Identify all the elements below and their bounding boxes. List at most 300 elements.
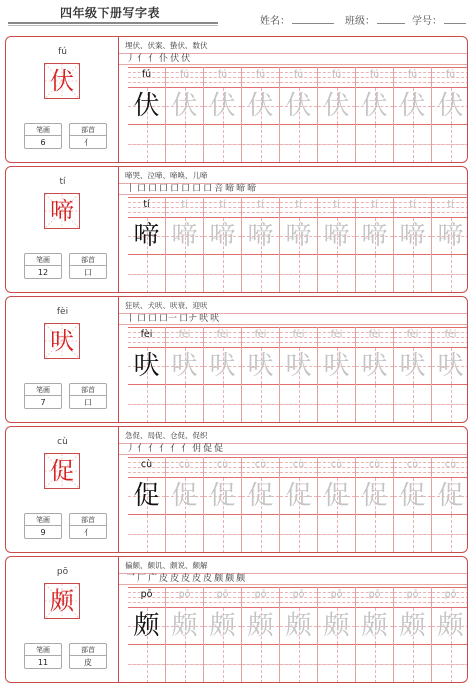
practice-cell[interactable] <box>166 327 204 423</box>
practice-pinyin: tí <box>257 199 264 210</box>
blank-writing-box[interactable] <box>166 125 203 163</box>
blank-writing-box[interactable] <box>394 255 431 293</box>
practice-cell[interactable] <box>128 197 166 293</box>
stroke-count-value: 11 <box>37 658 49 667</box>
practice-cell[interactable] <box>166 587 204 683</box>
practice-cell[interactable] <box>242 457 280 553</box>
radical-label: 部首 <box>70 124 106 136</box>
practice-pinyin: pō <box>406 589 419 600</box>
stroke-step: 皮 <box>181 574 191 584</box>
blank-writing-box[interactable] <box>242 255 279 293</box>
writing-box[interactable] <box>204 217 241 255</box>
stroke-step: 广 <box>148 574 158 584</box>
class-label: 班级： <box>345 16 375 27</box>
blank-writing-box[interactable] <box>280 385 317 423</box>
writing-box[interactable] <box>280 217 317 255</box>
blank-writing-box[interactable] <box>432 645 468 683</box>
writing-box[interactable] <box>242 347 279 385</box>
trace-character: 吠 <box>399 351 426 381</box>
trace-character: 促 <box>209 481 236 511</box>
radical-value: 口 <box>84 268 92 277</box>
writing-box[interactable] <box>280 607 317 645</box>
stroke-step: 乛 <box>126 574 136 584</box>
writing-box[interactable] <box>394 607 431 645</box>
trace-character: 伏 <box>399 91 426 121</box>
trace-character: 促 <box>437 481 464 511</box>
stroke-count-box <box>24 123 62 149</box>
stroke-step: 颇 <box>214 574 224 584</box>
page-title: 四年级下册写字表 <box>60 6 161 20</box>
name-blank[interactable] <box>292 14 334 24</box>
trace-character: 吠 <box>437 351 464 381</box>
blank-writing-box[interactable] <box>318 125 355 163</box>
trace-character: 促 <box>285 481 312 511</box>
practice-grid[interactable] <box>128 457 468 553</box>
writing-box[interactable] <box>242 87 279 125</box>
trace-character: 伏 <box>437 91 464 121</box>
character-pinyin: pō <box>56 567 69 577</box>
blank-writing-box[interactable] <box>318 255 355 293</box>
practice-cell[interactable] <box>204 67 242 163</box>
stroke-step: 亻 <box>170 444 180 454</box>
radical-label: 部首 <box>70 254 106 266</box>
trace-character: 颇 <box>437 611 464 641</box>
blank-writing-box[interactable] <box>280 515 317 553</box>
practice-pinyin: fèi <box>216 329 229 340</box>
blank-writing-box[interactable] <box>318 515 355 553</box>
character-info-panel <box>6 37 119 162</box>
stroke-order-row <box>119 443 468 455</box>
trace-character: 吠 <box>285 351 312 381</box>
practice-grid[interactable] <box>128 327 468 423</box>
practice-cell[interactable] <box>280 327 318 423</box>
stroke-step: 亻 <box>148 444 158 454</box>
practice-cell[interactable] <box>356 457 394 553</box>
blank-writing-box[interactable] <box>128 125 165 163</box>
writing-box[interactable] <box>128 607 165 645</box>
radical-box <box>69 383 107 409</box>
practice-cell[interactable] <box>166 457 204 553</box>
practice-cell[interactable] <box>166 67 204 163</box>
practice-cell[interactable] <box>128 67 166 163</box>
title-underline-thin <box>8 25 218 26</box>
writing-box[interactable] <box>356 347 393 385</box>
model-character: 吠 <box>50 327 74 355</box>
writing-box[interactable] <box>166 347 203 385</box>
writing-box[interactable] <box>204 607 241 645</box>
example-words: 狂吠、犬吠、吠衰、迎吠 <box>125 301 208 310</box>
blank-writing-box[interactable] <box>432 255 468 293</box>
stroke-step: 促 <box>214 444 224 454</box>
practice-cell[interactable] <box>356 67 394 163</box>
writing-box[interactable] <box>280 347 317 385</box>
writing-box[interactable] <box>242 607 279 645</box>
writing-box[interactable] <box>166 607 203 645</box>
stroke-step: 口 <box>170 184 180 194</box>
practice-pinyin: tí <box>219 199 226 210</box>
name-label: 姓名： <box>260 16 290 27</box>
stroke-count-label: 笔画 <box>25 514 61 526</box>
trace-character: 颇 <box>247 611 274 641</box>
stroke-step: 口 <box>148 314 158 324</box>
writing-box[interactable] <box>356 477 393 515</box>
practice-cell[interactable] <box>432 67 468 163</box>
practice-cell[interactable] <box>432 327 468 423</box>
practice-pinyin: fú <box>179 69 190 80</box>
practice-cell[interactable] <box>394 197 432 293</box>
class-field[interactable] <box>345 12 405 27</box>
blank-writing-box[interactable] <box>356 515 393 553</box>
trace-character: 促 <box>323 481 350 511</box>
practice-cell[interactable] <box>204 197 242 293</box>
trace-character: 伏 <box>323 91 350 121</box>
blank-writing-box[interactable] <box>356 125 393 163</box>
class-blank[interactable] <box>377 14 405 24</box>
blank-writing-box[interactable] <box>356 385 393 423</box>
practice-pinyin: tí <box>447 199 454 210</box>
stroke-step: 伏 <box>181 54 191 64</box>
stroke-step: 啼 <box>247 184 257 194</box>
blank-writing-box[interactable] <box>128 515 165 553</box>
name-field[interactable] <box>260 12 334 27</box>
trace-character: 啼 <box>285 221 312 251</box>
blank-writing-box[interactable] <box>432 385 468 423</box>
practice-cell[interactable] <box>394 67 432 163</box>
character-pinyin: fú <box>58 47 67 57</box>
writing-box[interactable] <box>356 607 393 645</box>
practice-pinyin: cù <box>216 459 229 470</box>
writing-box[interactable] <box>432 607 468 645</box>
practice-cell[interactable] <box>318 587 356 683</box>
writing-box[interactable] <box>166 217 203 255</box>
stroke-step: 亻 <box>137 444 147 454</box>
practice-cell[interactable] <box>394 457 432 553</box>
stroke-count-label: 笔画 <box>25 124 61 136</box>
stroke-step: 亻 <box>148 54 158 64</box>
writing-box[interactable] <box>128 347 165 385</box>
radical-box <box>69 643 107 669</box>
stroke-step: 口 <box>192 184 202 194</box>
practice-pinyin: fú <box>445 69 456 80</box>
practice-cell[interactable] <box>318 67 356 163</box>
blank-writing-box[interactable] <box>242 645 279 683</box>
stroke-step: 口 <box>203 184 213 194</box>
stroke-count-label: 笔画 <box>25 384 61 396</box>
practice-cell[interactable] <box>242 587 280 683</box>
practice-pinyin: pō <box>330 589 343 600</box>
writing-box[interactable] <box>394 347 431 385</box>
practice-cell[interactable] <box>394 587 432 683</box>
practice-pinyin: cù <box>254 459 267 470</box>
trace-character: 颇 <box>323 611 350 641</box>
example-words: 啼哭、泣啼、啼唤、儿啼 <box>125 171 208 180</box>
stroke-step: 丨 <box>126 184 136 194</box>
trace-character: 颇 <box>285 611 312 641</box>
radical-label: 部首 <box>70 514 106 526</box>
practice-pinyin: fèi <box>140 329 153 340</box>
practice-pinyin: pō <box>178 589 191 600</box>
practice-pinyin: fú <box>293 69 304 80</box>
blank-writing-box[interactable] <box>242 515 279 553</box>
sample-character: 啼 <box>133 221 160 251</box>
practice-pinyin: fú <box>407 69 418 80</box>
sample-character: 颇 <box>133 611 160 641</box>
stroke-step: 皮 <box>203 574 213 584</box>
practice-pinyin: fèi <box>178 329 191 340</box>
writing-box[interactable] <box>394 87 431 125</box>
practice-cell[interactable] <box>318 327 356 423</box>
writing-box[interactable] <box>128 87 165 125</box>
blank-writing-box[interactable] <box>356 645 393 683</box>
writing-box[interactable] <box>318 607 355 645</box>
blank-writing-box[interactable] <box>394 125 431 163</box>
radical-value: 皮 <box>84 658 92 667</box>
stroke-count-box <box>24 383 62 409</box>
character-info-panel <box>6 427 119 552</box>
writing-box[interactable] <box>128 217 165 255</box>
practice-pinyin: pō <box>292 589 305 600</box>
practice-cell[interactable] <box>432 197 468 293</box>
radical-value: 亻 <box>84 528 92 537</box>
writing-box[interactable] <box>432 87 468 125</box>
blank-writing-box[interactable] <box>394 515 431 553</box>
writing-box[interactable] <box>394 477 431 515</box>
writing-box[interactable] <box>204 87 241 125</box>
writing-box[interactable] <box>432 347 468 385</box>
trace-character: 促 <box>171 481 198 511</box>
radical-box <box>69 123 107 149</box>
blank-writing-box[interactable] <box>128 255 165 293</box>
character-box <box>44 583 80 619</box>
radical-value: 亻 <box>84 138 92 147</box>
blank-writing-box[interactable] <box>394 645 431 683</box>
trace-character: 啼 <box>171 221 198 251</box>
practice-pinyin: tí <box>143 199 150 210</box>
practice-grid[interactable] <box>128 67 468 163</box>
writing-box[interactable] <box>318 217 355 255</box>
practice-cell[interactable] <box>204 457 242 553</box>
writing-box[interactable] <box>356 87 393 125</box>
character-box <box>44 193 80 229</box>
character-info-panel <box>6 167 119 292</box>
trace-character: 促 <box>399 481 426 511</box>
practice-pinyin: pō <box>140 589 153 600</box>
character-pinyin: cù <box>57 437 68 447</box>
writing-box[interactable] <box>204 347 241 385</box>
blank-writing-box[interactable] <box>356 255 393 293</box>
blank-writing-box[interactable] <box>242 385 279 423</box>
practice-pinyin: fèi <box>368 329 381 340</box>
stroke-count-value: 12 <box>37 268 49 277</box>
character-info-panel <box>6 557 119 682</box>
character-pinyin: fèi <box>56 307 69 317</box>
trace-character: 颇 <box>171 611 198 641</box>
stroke-count-box <box>24 643 62 669</box>
trace-character: 伏 <box>171 91 198 121</box>
blank-writing-box[interactable] <box>432 125 468 163</box>
practice-cell[interactable] <box>280 457 318 553</box>
blank-writing-box[interactable] <box>318 385 355 423</box>
practice-cell[interactable] <box>242 197 280 293</box>
stroke-step: 啼 <box>225 184 235 194</box>
blank-writing-box[interactable] <box>394 385 431 423</box>
writing-box[interactable] <box>318 477 355 515</box>
id-field[interactable] <box>412 12 466 27</box>
practice-pinyin: pō <box>368 589 381 600</box>
trace-character: 啼 <box>323 221 350 251</box>
stroke-count-value: 6 <box>40 138 46 147</box>
trace-character: 颇 <box>209 611 236 641</box>
character-box <box>44 323 80 359</box>
practice-pinyin: cù <box>444 459 457 470</box>
writing-box[interactable] <box>432 217 468 255</box>
writing-box[interactable] <box>318 347 355 385</box>
practice-cell[interactable] <box>356 197 394 293</box>
radical-box <box>69 253 107 279</box>
practice-cell[interactable] <box>356 327 394 423</box>
trace-character: 伏 <box>361 91 388 121</box>
character-card <box>5 556 468 683</box>
blank-writing-box[interactable] <box>432 515 468 553</box>
radical-label: 部首 <box>70 644 106 656</box>
blank-writing-box[interactable] <box>280 125 317 163</box>
trace-character: 吠 <box>323 351 350 381</box>
writing-box[interactable] <box>356 217 393 255</box>
trace-character: 啼 <box>399 221 426 251</box>
trace-character: 促 <box>361 481 388 511</box>
radical-label: 部首 <box>70 384 106 396</box>
blank-writing-box[interactable] <box>166 255 203 293</box>
practice-cell[interactable] <box>432 587 468 683</box>
practice-pinyin: tí <box>181 199 188 210</box>
trace-character: 啼 <box>437 221 464 251</box>
stroke-step: 啼 <box>236 184 246 194</box>
id-label: 学号： <box>412 16 442 27</box>
practice-cell[interactable] <box>280 67 318 163</box>
blank-writing-box[interactable] <box>204 645 241 683</box>
blank-writing-box[interactable] <box>204 385 241 423</box>
blank-writing-box[interactable] <box>280 255 317 293</box>
practice-cell[interactable] <box>242 67 280 163</box>
stroke-step: 口一 <box>159 314 178 324</box>
practice-pinyin: tí <box>409 199 416 210</box>
id-blank[interactable] <box>444 14 466 24</box>
practice-pinyin: cù <box>406 459 419 470</box>
stroke-step: 口 <box>137 314 147 324</box>
writing-box[interactable] <box>166 87 203 125</box>
blank-writing-box[interactable] <box>280 645 317 683</box>
blank-writing-box[interactable] <box>128 645 165 683</box>
practice-cell[interactable] <box>128 327 166 423</box>
practice-cell[interactable] <box>432 457 468 553</box>
stroke-step: 皮 <box>170 574 180 584</box>
model-character: 颇 <box>50 587 74 615</box>
writing-box[interactable] <box>318 87 355 125</box>
stroke-count-value: 7 <box>40 398 46 407</box>
writing-box[interactable] <box>166 477 203 515</box>
practice-pinyin: fèi <box>254 329 267 340</box>
practice-grid[interactable] <box>128 197 468 293</box>
stroke-step: 皮 <box>159 574 169 584</box>
practice-pinyin: pō <box>254 589 267 600</box>
stroke-step: 颇 <box>236 574 246 584</box>
character-card <box>5 36 468 163</box>
trace-character: 吠 <box>361 351 388 381</box>
writing-box[interactable] <box>280 477 317 515</box>
stroke-step: 口 <box>148 184 158 194</box>
trace-character: 伏 <box>247 91 274 121</box>
writing-box[interactable] <box>394 217 431 255</box>
practice-cell[interactable] <box>280 587 318 683</box>
trace-character: 颇 <box>399 611 426 641</box>
writing-box[interactable] <box>242 477 279 515</box>
writing-box[interactable] <box>128 477 165 515</box>
example-words: 埋伏、伏案、蛰伏、数伏 <box>125 41 208 50</box>
practice-cell[interactable] <box>356 587 394 683</box>
stroke-order-row <box>119 313 468 325</box>
writing-box[interactable] <box>204 477 241 515</box>
character-card <box>5 166 468 293</box>
practice-cell[interactable] <box>318 197 356 293</box>
practice-pinyin: fèi <box>406 329 419 340</box>
writing-box[interactable] <box>280 87 317 125</box>
stroke-step: 颇 <box>225 574 235 584</box>
trace-character: 啼 <box>209 221 236 251</box>
practice-cell[interactable] <box>166 197 204 293</box>
blank-writing-box[interactable] <box>318 645 355 683</box>
writing-box[interactable] <box>432 477 468 515</box>
practice-pinyin: fú <box>369 69 380 80</box>
blank-writing-box[interactable] <box>166 385 203 423</box>
trace-character: 吠 <box>209 351 236 381</box>
stroke-step: 口 <box>181 184 191 194</box>
practice-cell[interactable] <box>318 457 356 553</box>
stroke-order-row <box>119 573 468 585</box>
title-underline <box>8 22 218 24</box>
practice-pinyin: fú <box>141 69 152 80</box>
blank-writing-box[interactable] <box>204 515 241 553</box>
writing-box[interactable] <box>242 217 279 255</box>
blank-writing-box[interactable] <box>128 385 165 423</box>
stroke-count-label: 笔画 <box>25 254 61 266</box>
practice-cell[interactable] <box>394 327 432 423</box>
trace-character: 吠 <box>171 351 198 381</box>
practice-cell[interactable] <box>204 587 242 683</box>
practice-pinyin: cù <box>292 459 305 470</box>
blank-writing-box[interactable] <box>166 515 203 553</box>
practice-pinyin: fèi <box>444 329 457 340</box>
blank-writing-box[interactable] <box>242 125 279 163</box>
practice-grid[interactable] <box>128 587 468 683</box>
radical-value: 口 <box>84 398 92 407</box>
stroke-order-row <box>119 53 468 65</box>
trace-character: 啼 <box>361 221 388 251</box>
practice-cell[interactable] <box>128 587 166 683</box>
sample-character: 伏 <box>133 91 160 121</box>
practice-cell[interactable] <box>242 327 280 423</box>
practice-cell[interactable] <box>204 327 242 423</box>
practice-pinyin: cù <box>330 459 343 470</box>
trace-character: 促 <box>247 481 274 511</box>
blank-writing-box[interactable] <box>204 255 241 293</box>
stroke-step: 丨 <box>126 314 136 324</box>
blank-writing-box[interactable] <box>166 645 203 683</box>
blank-writing-box[interactable] <box>204 125 241 163</box>
stroke-step: 吠 <box>210 314 220 324</box>
example-words: 偏颇、颇讥、颇说、颇解 <box>125 561 208 570</box>
practice-cell[interactable] <box>128 457 166 553</box>
practice-cell[interactable] <box>280 197 318 293</box>
